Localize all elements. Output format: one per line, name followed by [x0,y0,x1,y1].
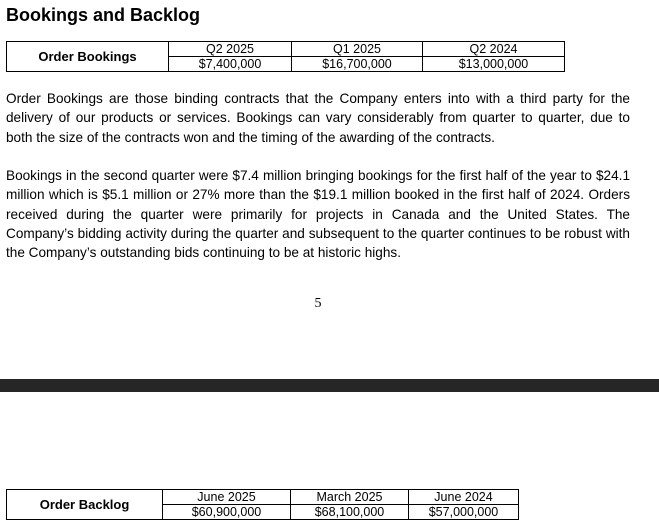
bookings-definition-paragraph: Order Bookings are those binding contracts that the Company enters into with a third party for the delivery of our products or services. Bookings can vary considerably from quarter to quarter, due to both the size of the contracts won and the timing of the awarding of the contracts. [6,91,630,145]
page-separator [0,379,659,392]
period-header: Q2 2024 [423,42,565,57]
bookings-value: $13,000,000 [423,57,565,72]
table-header-row [7,490,519,505]
period-header: June 2025 [163,490,291,505]
backlog-value: $68,100,000 [291,505,409,520]
order-backlog-table [6,489,519,520]
backlog-value: $57,000,000 [409,505,519,520]
order-bookings-table [6,41,565,72]
bookings-value: $16,700,000 [292,57,423,72]
table-header-row [7,42,565,57]
section-heading: Bookings and Backlog [6,5,201,25]
page-number: 5 [314,296,322,311]
bookings-value: $7,400,000 [169,57,292,72]
period-header: Q2 2025 [169,42,292,57]
order-backlog-label: Order Backlog [7,490,163,520]
backlog-value: $60,900,000 [163,505,291,520]
bookings-commentary-paragraph: Bookings in the second quarter were $7.4 million bringing bookings for the first half of the year to $24.1 million which is $5.1 million or 27% more than the $19.1 million booked in the first half of 2024. Orders received during the quarter were primarily for projects in Canada and the United States. The Company’s bidding activity during the quarter and subsequent to the quarter continues to be robust with the Company’s outstanding bids continuing to be at historic highs. [6,168,630,261]
order-bookings-label: Order Bookings [7,42,169,72]
period-header: Q1 2025 [292,42,423,57]
period-header: March 2025 [291,490,409,505]
period-header: June 2024 [409,490,519,505]
